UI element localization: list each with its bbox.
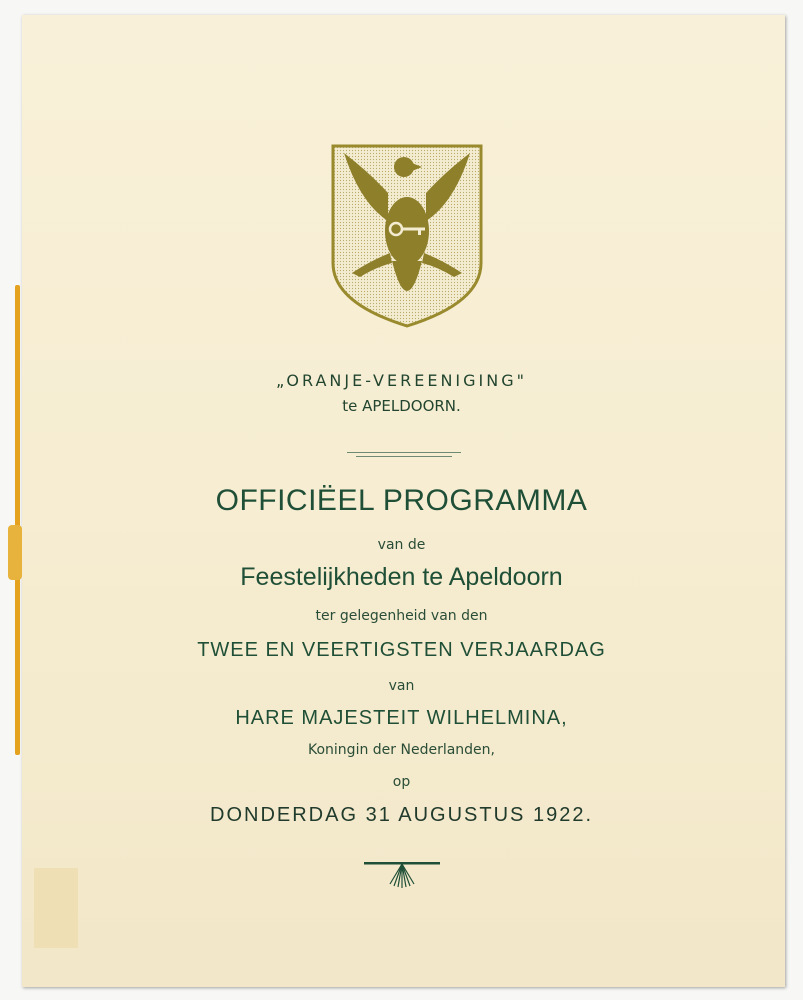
festivities-heading: Feestelijkheden te Apeldoorn [240,563,563,591]
eagle-crest-icon [330,143,484,329]
sunburst-ornament-icon [360,860,444,890]
society-name: „ORANJE-VEREENIGING" [276,371,527,390]
document-title: OFFICIËEL PROGRAMMA [215,484,588,517]
text-van-de: van de [377,537,426,553]
event-date: DONDERDAG 31 AUGUSTUS 1922. [210,804,593,826]
birthday-heading: TWEE EN VEERTIGSTEN VERJAARDAG [197,639,606,661]
text-op: op [392,774,411,790]
divider-rule [356,456,452,457]
divider-rule [347,452,461,453]
occasion-text: ter gelegenheid van den [315,608,488,624]
queen-text: Koningin der Nederlanden, [308,742,495,758]
text-van: van [388,678,415,694]
majesty-heading: HARE MAJESTEIT WILHELMINA, [235,707,568,729]
society-city: te APELDOORN. [342,397,461,415]
paper-tab [34,868,78,948]
